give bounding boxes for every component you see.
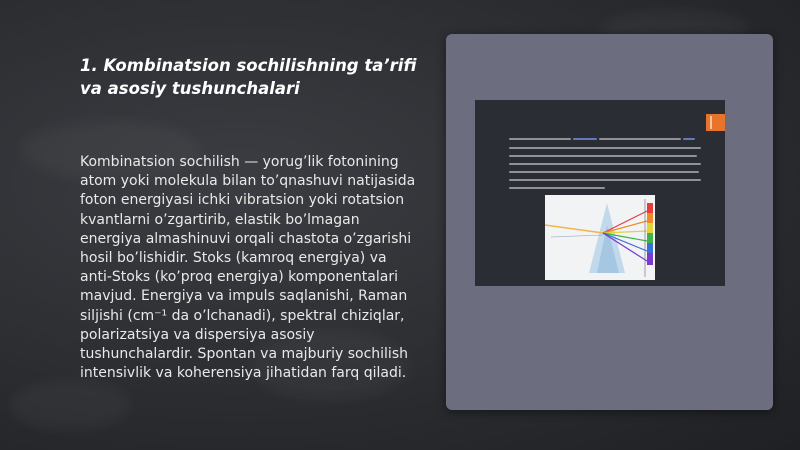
- slide-title: 1. Kombinatsion sochilishning ta’rifi va asosiy tushunchalari: [80, 56, 417, 98]
- blurred-text-line: [509, 155, 697, 157]
- orange-accent-mark: [706, 114, 725, 131]
- slide-body-text: Kombinatsion sochilish — yorug’lik fotonining atom yoki molekula bilan to’qnashuvi natijasida foton energiyasi ichki vibratsion yoki rotatsion kvantlarni o’zgartirib, elastik bo’lmagan energiya almashinuvi orqali chastota o’zgarishi hosil bo’lishidir. Stoks (kamroq energiya) va anti-Stoks (ko’proq energiya) komponentalari mavjud. Energiya va impuls saqlanishi, Raman siljishi (cm⁻¹ da o’lchanadi), spektral chiziqlar, polarizatsiya va dispersiya asosiy tushunchalardir. Spontan va majburiy sochilish intensivlik va koherensiya jihatidan farq qiladi.: [80, 154, 416, 382]
- blurred-link-text: [683, 138, 695, 140]
- blurred-text-line: [509, 147, 701, 149]
- blurred-text-line: [599, 138, 681, 140]
- blurred-text-line: [509, 171, 699, 173]
- blurred-link-text: [573, 138, 597, 140]
- blurred-text-line: [509, 187, 605, 189]
- blurred-text-line: [509, 138, 571, 140]
- blurred-text-line: [509, 163, 701, 165]
- prism-dispersion-graphic: [545, 195, 655, 280]
- chalk-smudge: [10, 380, 130, 430]
- blurred-text-line: [509, 179, 701, 181]
- prism-dispersion-diagram: [545, 195, 655, 280]
- image-frame: [446, 34, 773, 410]
- embedded-slide-thumbnail: [475, 100, 725, 286]
